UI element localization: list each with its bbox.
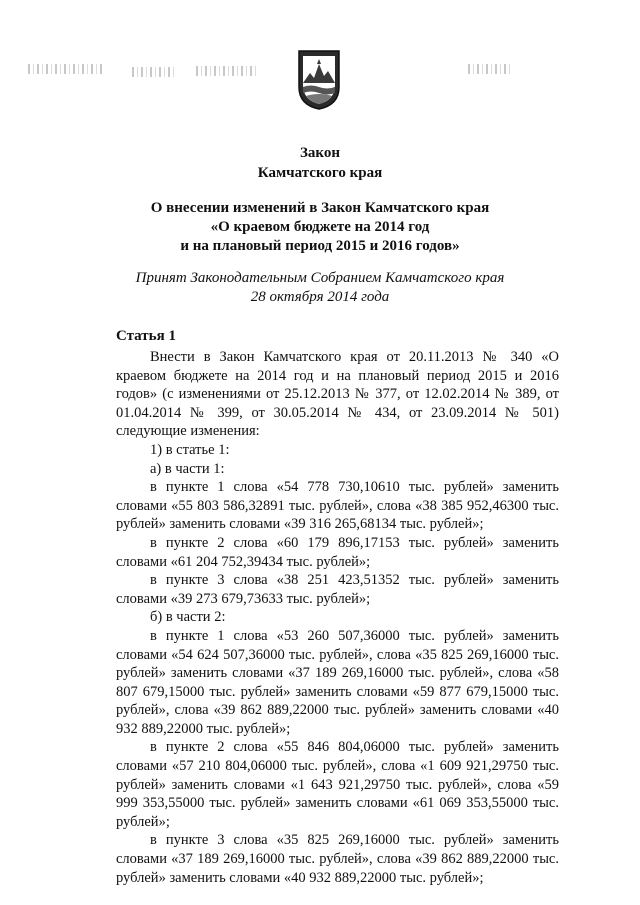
document-region: Камчатского края: [257, 165, 383, 181]
adoption-date: 28 октября 2014 года: [250, 289, 390, 305]
article-paragraph: Внести в Закон Камчатского края от 20.11.2013 № 340 «О краевом бюджете на 2014 год и на плановый период 2015 и 2016 годов» (с изменениями от 25.12.2013 № 377, от 12.02.2014 № 389, от 01.04.2014 № 399, от 30.05.2014 № 434, от 23.09.2014 № 501) следующие изменения:: [116, 349, 559, 440]
scan-noise: [468, 64, 510, 74]
law-subject-line: «О краевом бюджете на 2014 год: [210, 219, 430, 235]
article-title: Статья 1: [116, 328, 176, 344]
adoption-body: Принят Законодательным Собранием Камчатского края: [135, 270, 505, 286]
article-paragraph: в пункте 1 слова «53 260 507,36000 тыс. рублей» заменить словами «54 624 507,36000 тыс. рублей», слова «35 825 269,16000 тыс. рублей» заменить словами «37 189 269,16000 тыс. рублей», слова «58 807 679,15000 тыс. рублей» заменить словами «59 877 679,15000 тыс. рублей», слова «39 862 889,22000 тыс. рублей» заменить словами «40 932 889,22000 тыс. рублей»;: [116, 627, 559, 737]
article-paragraph: 1) в статье 1:: [150, 441, 230, 458]
scan-noise: [28, 64, 102, 74]
article-paragraph: а) в части 1:: [150, 460, 225, 477]
article-body: [116, 327, 559, 887]
article-paragraph: в пункте 2 слова «55 846 804,06000 тыс. рублей» заменить словами «57 210 804,06000 тыс. рублей», слова «1 609 921,29750 тыс. рублей» заменить словами «1 643 921,29750 тыс. рублей», слова «59 999 353,55000 тыс. рублей» заменить словами «61 069 353,55000 тыс. рублей»;: [116, 739, 559, 830]
article-paragraph: б) в части 2:: [150, 609, 226, 626]
article-paragraph: в пункте 3 слова «35 825 269,16000 тыс. рублей» заменить словами «37 189 269,16000 тыс. рублей», слова «39 862 889,22000 тыс. рублей» заменить словами «40 932 889,22000 тыс. рублей»;: [116, 832, 559, 886]
article-paragraph: в пункте 1 слова «54 778 730,10610 тыс. рублей» заменить словами «55 803 586,32891 тыс. рублей», слова «38 385 952,46300 тыс. рублей» заменить словами «39 316 265,68134 тыс. рублей»;: [116, 479, 559, 533]
scan-noise: [196, 66, 258, 76]
scan-noise: [132, 67, 176, 77]
law-subject-line: и на плановый период 2015 и 2016 годов»: [180, 238, 460, 254]
law-subject: [0, 199, 640, 256]
document-title: Закон: [299, 145, 340, 161]
coat-of-arms-icon: [297, 49, 341, 110]
article-paragraph: в пункте 2 слова «60 179 896,17153 тыс. рублей» заменить словами «61 204 752,39434 тыс. рублей»;: [116, 534, 559, 570]
article-paragraph: в пункте 3 слова «38 251 423,51352 тыс. рублей» заменить словами «39 273 679,73633 тыс. рублей»;: [116, 572, 559, 607]
adoption-note: [0, 269, 640, 307]
law-subject-line: О внесении изменений в Закон Камчатского края: [150, 200, 490, 216]
